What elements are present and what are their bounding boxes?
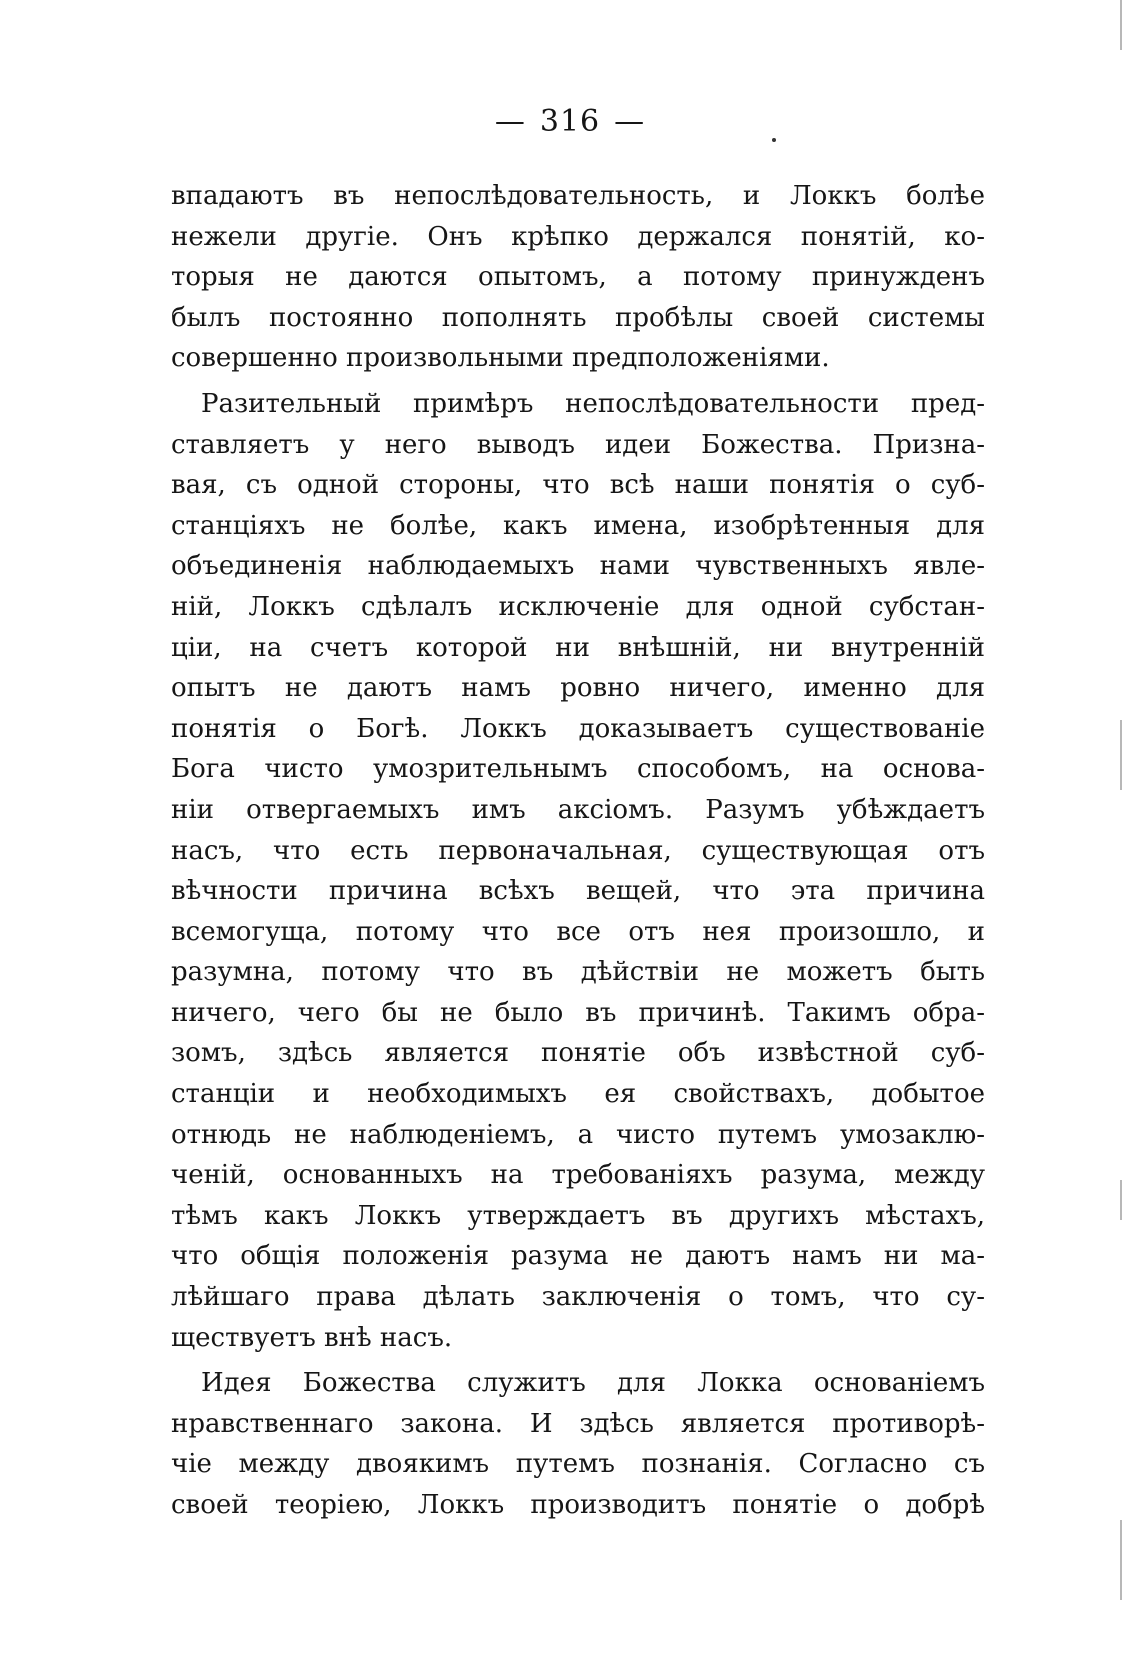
text-line: ставляетъ у него выводъ идеи Божества. Призна- (171, 429, 985, 460)
text-line: объединенія наблюдаемыхъ нами чувственныхъ явле- (171, 551, 985, 582)
text-line: всемогуща, потому что все отъ нея произошло, и (171, 916, 985, 947)
text-line: Идея Божества служитъ для Локка основаніемъ (201, 1368, 985, 1399)
text-line: вѣчности причина всѣхъ вещей, что эта причина (171, 876, 985, 907)
text-line: Бога чисто умозрительнымъ способомъ, на основа- (171, 754, 985, 785)
text-line: своей теоріею, Локкъ производитъ понятіе о добрѣ (171, 1490, 985, 1520)
page-number: 316 (539, 104, 601, 139)
text-line: чіе между двоякимъ путемъ познанія. Согласно съ (171, 1449, 985, 1480)
text-line: ществуетъ внѣ насъ. (171, 1322, 453, 1353)
text-line: ціи, на счетъ которой ни внѣшній, ни внутренній (171, 632, 985, 663)
print-speck (772, 138, 776, 142)
page-edge-line (1120, 1180, 1122, 1220)
page-edge-line (1120, 1520, 1122, 1600)
page-number-header (0, 104, 1140, 139)
paragraph-1 (171, 176, 985, 379)
text-line: опытъ не даютъ намъ ровно ничего, именно для (171, 673, 985, 704)
text-line: Разительный примѣръ непослѣдовательности пред- (201, 388, 985, 419)
text-line: тѣмъ какъ Локкъ утверждаетъ въ другихъ мѣстахъ, (171, 1200, 985, 1231)
text-line: зомъ, здѣсь является понятіе объ извѣстной суб- (171, 1038, 985, 1069)
text-line: станціяхъ не болѣе, какъ имена, изобрѣтенныя для (171, 510, 985, 541)
text-line: впадаютъ въ непослѣдовательность, и Локкъ болѣе (171, 181, 985, 211)
text-line: ничего, чего бы не было въ причинѣ. Такимъ обра- (171, 997, 985, 1028)
text-line: нравственнаго закона. И здѣсь является противорѣ- (171, 1408, 985, 1439)
paragraph-3 (171, 1363, 985, 1525)
text-line: былъ постоянно пополнять пробѣлы своей системы (171, 302, 985, 333)
text-line: станціи и необходимыхъ ея свойствахъ, добытое (171, 1079, 985, 1110)
text-line: ній, Локкъ сдѣлалъ исключеніе для одной субстан- (171, 591, 985, 622)
page-number-dash-right: — (614, 104, 646, 139)
page-edge-line (1120, 720, 1122, 790)
text-line: совершенно произвольными предположеніями. (171, 343, 830, 374)
text-line: отнюдь не наблюденіемъ, а чисто путемъ умозаклю- (171, 1119, 985, 1150)
page-edge-line (1120, 0, 1122, 50)
text-line: насъ, что есть первоначальная, существующая отъ (171, 835, 985, 866)
body-text (171, 176, 985, 1526)
text-line: торыя не даются опытомъ, а потому принужденъ (171, 262, 985, 293)
text-line: ченій, основанныхъ на требованіяхъ разума, между (171, 1160, 985, 1191)
text-line: понятія о Богѣ. Локкъ доказываетъ существованіе (171, 713, 985, 744)
text-line: нежели другіе. Онъ крѣпко держался понятій, ко- (171, 221, 985, 252)
text-line: лѣйшаго права дѣлать заключенія о томъ, что су- (171, 1282, 985, 1313)
text-line: вая, съ одной стороны, что всѣ наши понятія о суб- (171, 470, 985, 501)
paragraph-2 (171, 384, 985, 1358)
text-line: ніи отвергаемыхъ имъ аксіомъ. Разумъ убѣждаетъ (171, 794, 985, 825)
text-line: разумна, потому что въ дѣйствіи не можетъ быть (171, 957, 985, 988)
page-number-dash-left: — (494, 104, 526, 139)
text-line: что общія положенія разума не даютъ намъ ни ма- (171, 1241, 985, 1272)
